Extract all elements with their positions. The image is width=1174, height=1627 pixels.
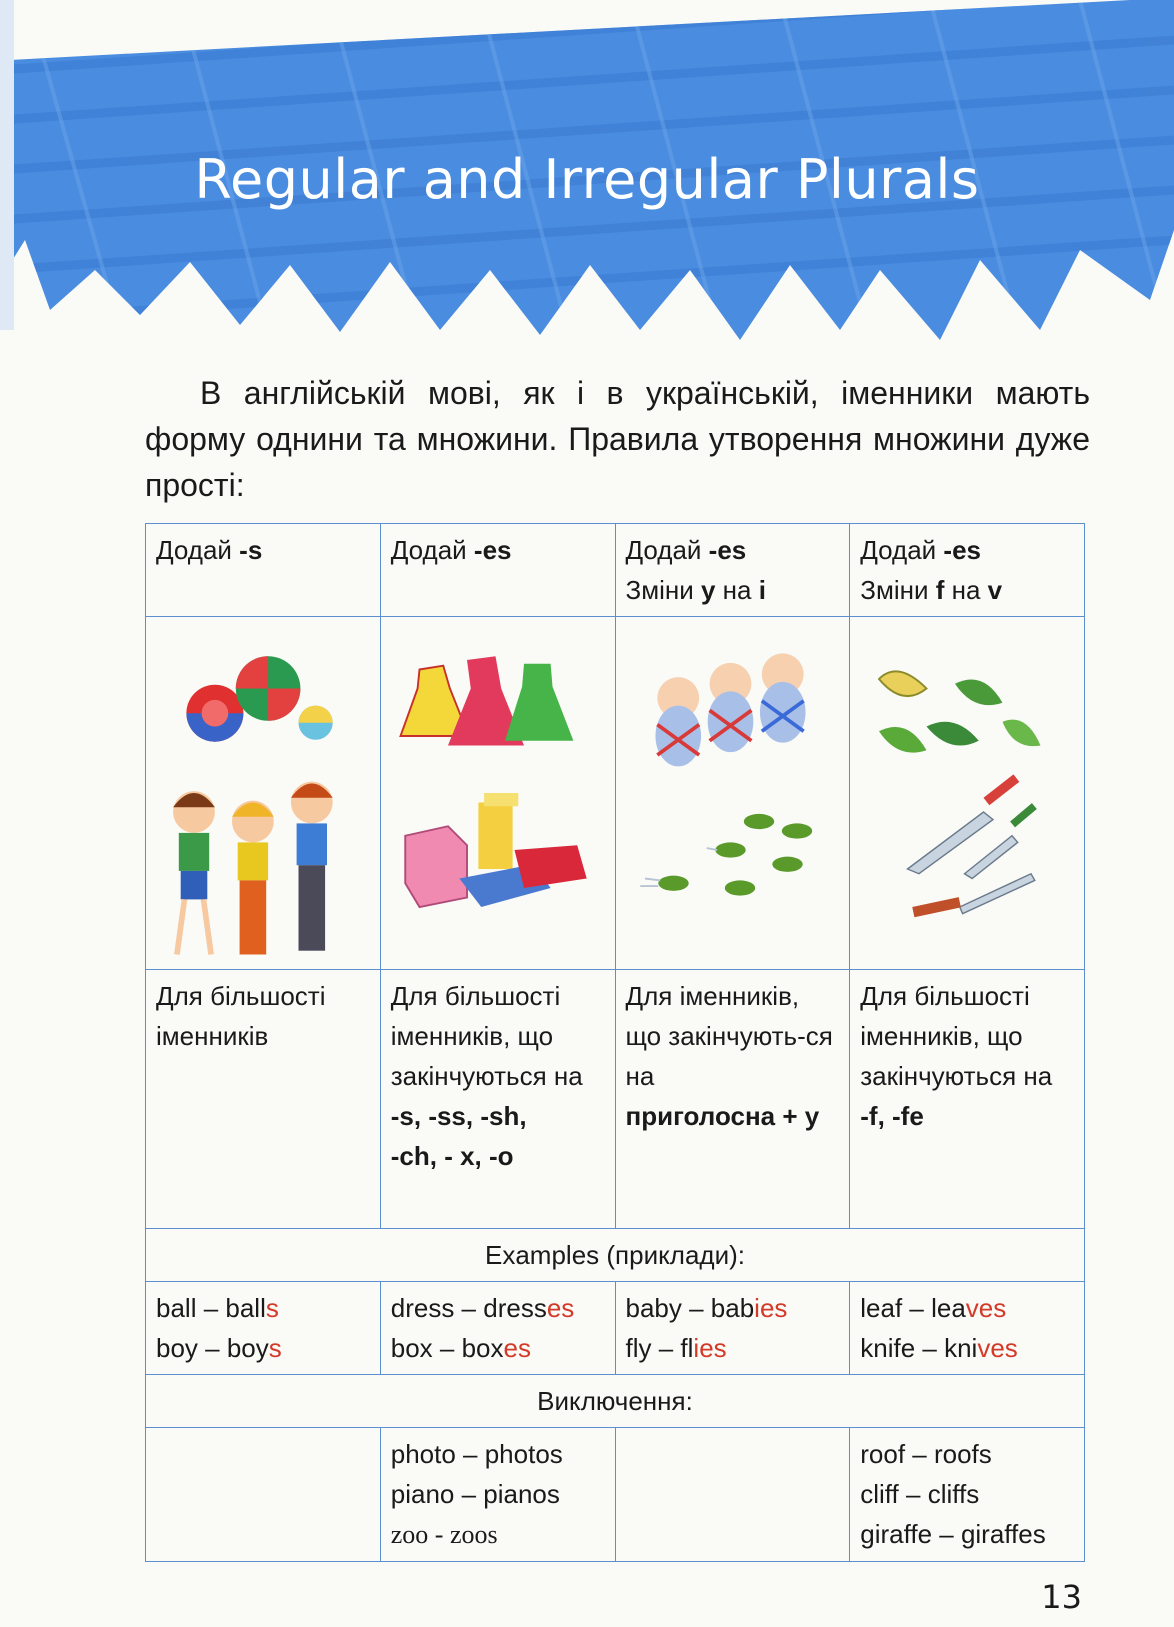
plural-rules-table [145,523,1085,1562]
exceptions-add-es: photo – photos piano – pianos zoo - zoos [380,1428,615,1562]
examples-label: Examples (приклади): [146,1229,1085,1282]
exceptions-y-to-i [615,1428,850,1562]
exceptions-label: Виключення: [146,1375,1085,1428]
dresses-image [400,656,573,745]
description-add-s: Для більшості іменників [146,970,381,1229]
examples-f-to-v: leaf – leaves knife – knives [850,1282,1085,1375]
leaves-and-knives-illustration [860,623,1074,963]
exceptions-label-row [146,1375,1085,1428]
examples-add-s: ball – balls boy – boys [146,1282,381,1375]
page-title: Regular and Irregular Plurals [194,148,980,211]
description-add-es: Для більшості іменників, що закінчуються на -s, -ss, -sh, -ch, - x, -o [380,970,615,1229]
intro-text: В англійській мові, як і в українській, іменники мають форму однини та множини. Правила утворення множини дуже прості: [145,375,1090,503]
description-row [146,970,1085,1229]
examples-add-es: dress – dresses box – boxes [380,1282,615,1375]
boxes-image [405,793,586,907]
rule-header-f-to-v: Додай -es Зміни f на v [850,524,1085,617]
dresses-and-boxes-illustration [391,623,605,963]
boys-image [173,782,333,955]
rule-header-y-to-i: Додай -es Зміни y на i [615,524,850,617]
exceptions-add-s [146,1428,381,1562]
examples-label-row [146,1229,1085,1282]
page-number: 13 [1041,1578,1082,1616]
rule-header-row [146,524,1085,617]
babies-and-flies-illustration [626,623,840,963]
description-y-to-i: Для іменників, що закінчують-ся на приголосна + y [615,970,850,1229]
exceptions-row [146,1428,1085,1562]
flies-image [640,814,812,896]
exceptions-f-to-v: roof – roofs cliff – cliffs giraffe – giraffes [850,1428,1085,1562]
intro-paragraph [145,370,1090,508]
knives-image [908,774,1037,917]
description-f-to-v: Для більшості іменників, що закінчуються на -f, -fe [850,970,1085,1229]
examples-y-to-i: baby – babies fly – flies [615,1282,850,1375]
rule-header-add-s: Додай -s [146,524,381,617]
balls-image [186,656,332,742]
babies-image [655,653,805,766]
illustration-row [146,617,1085,970]
balls-and-boys-illustration [156,623,370,963]
rule-header-add-es: Додай -es [380,524,615,617]
examples-row [146,1282,1085,1375]
leaves-image [879,671,1041,752]
